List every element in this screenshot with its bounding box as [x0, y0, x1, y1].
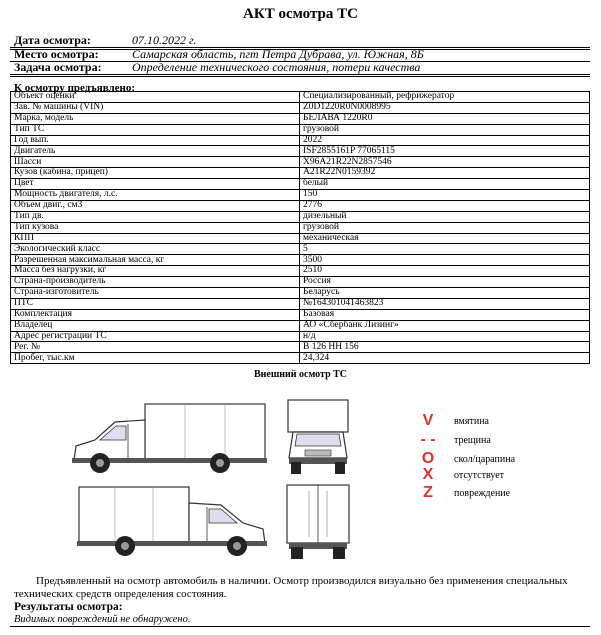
spec-key: Страна-изготовитель — [11, 288, 300, 299]
van-side-view-right-icon — [75, 483, 270, 558]
spec-value: 24,324 — [300, 353, 590, 364]
spec-value: ISF2855161P 77065115 — [300, 146, 590, 157]
spec-row — [11, 168, 590, 179]
spec-row — [11, 190, 590, 201]
spec-value: 2022 — [300, 135, 590, 146]
spec-row — [11, 288, 590, 299]
spec-row — [11, 124, 590, 135]
place-label: Место осмотра: — [14, 47, 99, 61]
spec-value: Z0D1220R0N0008995 — [300, 102, 590, 113]
spec-key: КПП — [11, 233, 300, 244]
legend-label: отсутствует — [454, 470, 505, 481]
van-front-view-icon — [283, 398, 353, 476]
spec-key: Объем двиг., см3 — [11, 200, 300, 211]
spec-key: Владелец — [11, 320, 300, 331]
submitted-label: К осмотру предъявлено: — [14, 82, 136, 94]
spec-row — [11, 353, 590, 364]
legend-symbol: X — [422, 466, 434, 483]
place-value: Самарская область, пгт Петра Дубрава, ул. Южная, 8Б — [132, 47, 424, 61]
results-value: Видимых повреждений не обнаружено. — [14, 614, 191, 625]
task-label: Задача осмотра: — [14, 60, 102, 74]
date-row — [10, 33, 590, 47]
spec-value: Специализированный, рефрижератор — [300, 92, 590, 103]
spec-key: Тип дв. — [11, 211, 300, 222]
spec-value: В 126 НН 156 — [300, 342, 590, 353]
spec-key: Адрес регистрации ТС — [11, 331, 300, 342]
place-row — [10, 47, 590, 61]
spec-table — [10, 91, 590, 364]
spec-value: БЕЛАВА 1220R0 — [300, 113, 590, 124]
spec-value: 2510 — [300, 266, 590, 277]
spec-key: Объект оценки — [11, 92, 300, 103]
spec-key: Разрешенная максимальная масса, кг — [11, 255, 300, 266]
spec-row — [11, 244, 590, 255]
spec-row — [11, 342, 590, 353]
spec-value: Беларусь — [300, 288, 590, 299]
spec-value: дизельный — [300, 211, 590, 222]
legend-symbol: Z — [423, 484, 433, 501]
spec-key: ПТС — [11, 298, 300, 309]
spec-value: Базовая — [300, 309, 590, 320]
legend-label: вмятина — [454, 416, 489, 427]
legend-symbol: O — [421, 450, 435, 467]
spec-row — [11, 92, 590, 103]
spec-value: грузовой — [300, 222, 590, 233]
spec-value: 2776 — [300, 200, 590, 211]
spec-value: механическая — [300, 233, 590, 244]
spec-row — [11, 320, 590, 331]
spec-value: №164301041463823 — [300, 298, 590, 309]
task-row — [10, 60, 590, 74]
legend-symbol: V — [422, 412, 434, 429]
spec-value: 3500 — [300, 255, 590, 266]
legend-label: трещина — [454, 435, 491, 446]
spec-row — [11, 211, 590, 222]
spec-key: Зав. № машины (VIN) — [11, 102, 300, 113]
inspection-paragraph: Предъявленный на осмотр автомобиль в наличии. Осмотр производился визуально без применения специальных технических средств определения состояния. — [14, 575, 568, 600]
spec-row — [11, 309, 590, 320]
spec-key: Двигатель — [11, 146, 300, 157]
van-side-view-left-icon — [70, 400, 270, 475]
spec-value: грузовой — [300, 124, 590, 135]
spec-value: X96A21R22N2857546 — [300, 157, 590, 168]
spec-row — [11, 298, 590, 309]
spec-value: A21R22N0159392 — [300, 168, 590, 179]
external-inspection-title: Внешний осмотр ТС — [253, 369, 348, 380]
spec-row — [11, 331, 590, 342]
task-value: Определение технического состояния, потери качества — [132, 60, 421, 74]
spec-value: 5 — [300, 244, 590, 255]
spec-value: белый — [300, 179, 590, 190]
spec-row — [11, 266, 590, 277]
spec-key: Тип кузова — [11, 222, 300, 233]
spec-key: Комплектация — [11, 309, 300, 320]
spec-row — [11, 146, 590, 157]
van-rear-view-icon — [283, 483, 353, 561]
spec-key: Мощность двигателя, л.с. — [11, 190, 300, 201]
spec-key: Экологический класс — [11, 244, 300, 255]
spec-key: Марка, модель — [11, 113, 300, 124]
date-label: Дата осмотра: — [14, 33, 91, 47]
date-value: 07.10.2022 г. — [132, 33, 197, 47]
spec-row — [11, 102, 590, 113]
legend-symbol: - - — [420, 431, 436, 448]
spec-row — [11, 200, 590, 211]
spec-row — [11, 222, 590, 233]
spec-row — [11, 135, 590, 146]
spec-key: Страна-производитель — [11, 277, 300, 288]
spec-key: Масса без нагрузки, кг — [11, 266, 300, 277]
results-label: Результаты осмотра: — [14, 601, 123, 613]
spec-value: 150 — [300, 190, 590, 201]
document-title: АКТ осмотра ТС — [243, 6, 358, 22]
spec-row — [11, 233, 590, 244]
legend-label: повреждение — [454, 488, 511, 499]
spec-value: н/д — [300, 331, 590, 342]
legend-label: скол/царапина — [454, 454, 516, 465]
spec-key: Цвет — [11, 179, 300, 190]
spec-value: АО «Сбербанк Лизинг» — [300, 320, 590, 331]
spec-row — [11, 277, 590, 288]
spec-key: Год вып. — [11, 135, 300, 146]
spec-key: Шасси — [11, 157, 300, 168]
spec-key: Рег. № — [11, 342, 300, 353]
spec-row — [11, 179, 590, 190]
spec-key: Кузов (кабина, прицеп) — [11, 168, 300, 179]
spec-row — [11, 113, 590, 124]
spec-value: Россия — [300, 277, 590, 288]
spec-key: Пробег, тыс.км — [11, 353, 300, 364]
spec-key: Тип ТС — [11, 124, 300, 135]
